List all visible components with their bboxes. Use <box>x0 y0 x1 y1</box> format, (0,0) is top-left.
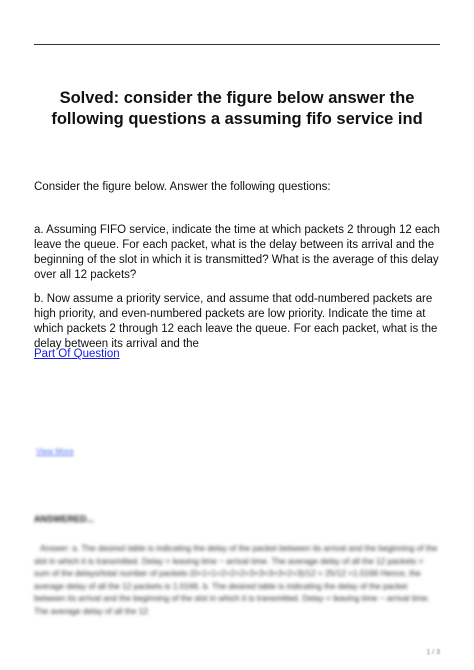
answer-text: Answer: a. The desired table is indicating the delay of the packet between its arrival and the beginning of the slot in which it is transmitted. Delay = leaving time − arrival time. The average delay of all the 12 packets = sum of the delays/total number of packets (0+1+1+2+2+2+3+3+3+3+2+3)/12 = 25/12 =1.0166 Hence, the average delay of all the 12 packets is 1.0166. b. The desired table is indicating the delay of the packet between its arrival and the beginning of the slot in which it is transmitted. Delay = leaving time − arrival time. The average delay of all the 12 <box>34 543 438 616</box>
answered-label: ANSWERED... <box>34 514 95 524</box>
page-number: 1 / 3 <box>426 649 440 656</box>
intro-text: Consider the figure below. Answer the following questions: <box>34 181 331 193</box>
top-divider <box>34 44 440 45</box>
question-b-text: b. Now assume a priority service, and assume that odd-numbered packets are high priority, and even-numbered packets are low priority. Indicate the time at which packets 2 through 12 each leave the queue. For each packet, what is the delay between its arrival and the <box>34 293 438 350</box>
question-a-text: a. Assuming FIFO service, indicate the time at which packets 2 through 12 each leave the queue. For each packet, what is the delay between its arrival and the beginning of the slot in which it is transmitted? What is the average of this delay over all 12 packets? <box>34 224 440 281</box>
part-of-question-link[interactable]: Part Of Question <box>34 348 120 360</box>
page-title: Solved: consider the figure below answer the following questions a assuming fifo service ind <box>51 89 423 128</box>
view-more-link[interactable]: View More <box>36 447 74 456</box>
